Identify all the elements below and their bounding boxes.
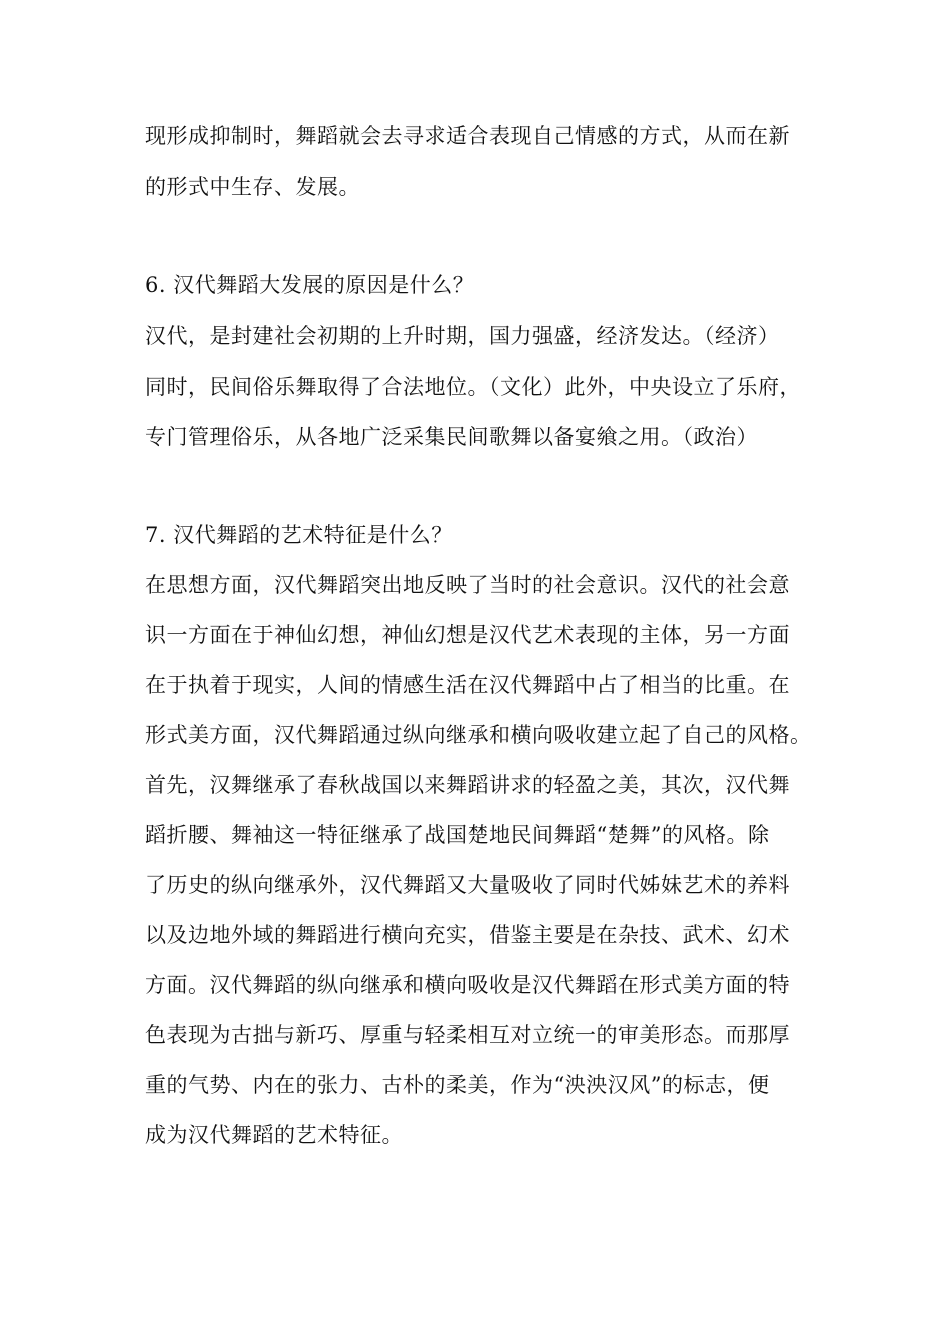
paragraph-line: 了历史的纵向继承外，汉代舞蹈又大量吸收了同时代姊妹艺术的养料 — [145, 873, 790, 897]
paragraph-line: 以及边地外域的舞蹈进行横向充实，借鉴主要是在杂技、武术、幻术 — [145, 923, 790, 947]
paragraph-line: 色表现为古拙与新巧、厚重与轻柔相互对立统一的审美形态。而那厚 — [145, 1023, 790, 1047]
question-heading-7: 7. 汉代舞蹈的艺术特征是什么？ — [145, 523, 453, 547]
paragraph-line: 重的气势、内在的张力、古朴的柔美，作为“泱泱汉风”的标志，便 — [145, 1073, 770, 1097]
paragraph-line: 形式美方面，汉代舞蹈通过纵向继承和横向吸收建立起了自己的风格。 — [145, 723, 812, 747]
paragraph-line: 汉代，是封建社会初期的上升时期，国力强盛，经济发达。（经济） — [145, 324, 780, 348]
paragraph-line: 首先，汉舞继承了春秋战国以来舞蹈讲求的轻盈之美，其次，汉代舞 — [145, 773, 790, 797]
paragraph-line: 专门管理俗乐，从各地广泛采集民间歌舞以备宴飨之用。（政治） — [145, 425, 758, 449]
paragraph-line: 的形式中生存、发展。 — [145, 175, 360, 199]
paragraph-line: 识一方面在于神仙幻想，神仙幻想是汉代艺术表现的主体，另一方面 — [145, 623, 790, 647]
paragraph-line: 同时，民间俗乐舞取得了合法地位。（文化）此外，中央设立了乐府， — [145, 375, 801, 399]
paragraph-line: 在思想方面，汉代舞蹈突出地反映了当时的社会意识。汉代的社会意 — [145, 573, 790, 597]
paragraph-line: 现形成抑制时，舞蹈就会去寻求适合表现自己情感的方式，从而在新 — [145, 124, 790, 148]
paragraph-line: 蹈折腰、舞袖这一特征继承了战国楚地民间舞蹈“楚舞”的风格。除 — [145, 823, 770, 847]
paragraph-line: 成为汉代舞蹈的艺术特征。 — [145, 1123, 403, 1147]
question-heading-6: 6. 汉代舞蹈大发展的原因是什么？ — [145, 273, 475, 297]
paragraph-line: 在于执着于现实，人间的情感生活在汉代舞蹈中占了相当的比重。在 — [145, 673, 790, 697]
paragraph-line: 方面。汉代舞蹈的纵向继承和横向吸收是汉代舞蹈在形式美方面的特 — [145, 973, 790, 997]
